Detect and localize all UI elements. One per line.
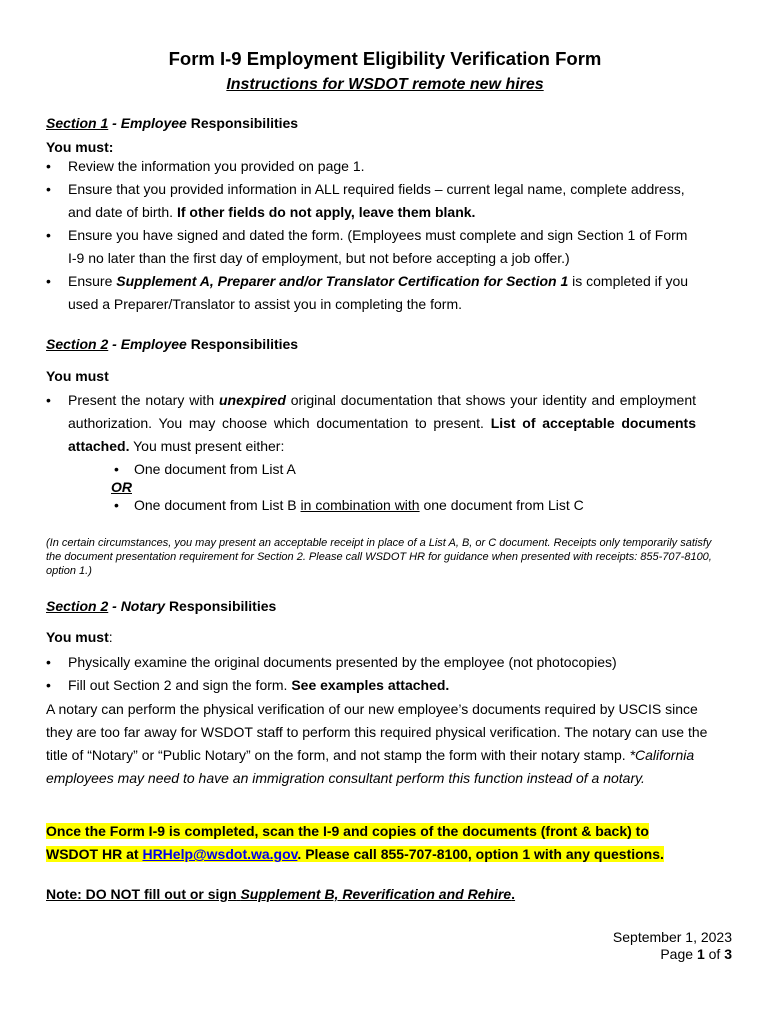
list-item (46, 651, 696, 674)
highlight-text: WSDOT HR at (46, 846, 139, 862)
notary-paragraph-text: A notary can perform the physical verification of our new employee’s documents required by USCIS since they are too far away for WSDOT staff to perform this required physical verification. The notary can use the title of “Notary” or “Public Notary” on the form, and not stamp the form with their notary stamp. (46, 701, 708, 763)
page-subtitle: Instructions for WSDOT remote new hires (226, 76, 544, 93)
list-item (46, 270, 696, 316)
list-item (46, 674, 696, 697)
highlight-text: . Please call 855-707-8100, option 1 with any questions. (297, 846, 664, 862)
final-note-text: Note: DO NOT fill out or sign (46, 886, 237, 902)
section1-you-must: You must: (46, 139, 114, 155)
list-item-text: Physically examine the original documents presented by the employee (not photocopies) (68, 654, 617, 670)
sub-bullet-icon: • (114, 497, 119, 513)
bullet-icon: • (46, 227, 51, 243)
section1-bullet-list (46, 155, 696, 316)
final-note (46, 886, 515, 902)
section1-heading (46, 115, 298, 131)
list-item-text: You must present either: (133, 438, 285, 454)
page-number (613, 946, 732, 963)
receipt-note: (In certain circumstances, you may present an acceptable receipt in place of a List A, B, or C document. Receipts only temporarily satisfy the document presentation requirement for Section 2. Please call WSDOT HR for guidance when presented with receipts: 855-707-8100, option 1.) (46, 537, 712, 577)
section2-notary-heading-role: - Notary (112, 598, 166, 614)
section2-heading-label: Section 2 (46, 336, 109, 352)
unexpired-text: unexpired (218, 392, 286, 408)
section2-employee-you-must: You must (46, 368, 109, 384)
or-label: OR (111, 479, 132, 495)
list-item-text: Review the information you provided on page 1. (68, 158, 365, 174)
list-item-text: Fill out Section 2 and sign the form. (68, 677, 288, 693)
section2-notary-you-must (46, 629, 113, 645)
highlight-line-2 (46, 846, 664, 862)
acceptable-documents-text: List of acceptable documents attached. (68, 415, 696, 454)
list-item-text: is completed if you used a Preparer/Translator to assist you in completing the form. (68, 273, 689, 312)
footer-date: September 1, 2023 (612, 929, 732, 945)
hr-email-link[interactable]: HRHelp@wsdot.wa.gov (142, 846, 298, 862)
section2-notary-heading-resp: Responsibilities (168, 598, 277, 614)
list-item (46, 178, 696, 224)
section2-notary-heading (46, 598, 276, 614)
list-item-text: Ensure that you provided information in ALL required fields – current legal name, complete address, and date of birth. (68, 181, 685, 220)
supplement-b-title: Supplement B, Reverification and Rehire (240, 886, 512, 902)
page-footer (613, 929, 732, 963)
sub-bullet-icon: • (114, 461, 119, 477)
option-text: one document from List C (423, 497, 584, 513)
bullet-icon: • (46, 273, 51, 289)
bullet-icon: • (46, 158, 51, 174)
list-item-text: Present the notary with (68, 392, 215, 408)
final-note-period: . (511, 886, 516, 902)
list-item (46, 155, 696, 178)
see-examples-text: See examples attached. (291, 677, 450, 693)
bullet-icon: • (46, 654, 51, 670)
section2-heading-resp: Responsibilities (190, 336, 299, 352)
list-item (46, 389, 696, 458)
list-item-bold-text: If other fields do not apply, leave them blank. (176, 204, 476, 220)
supplement-a-title: Supplement A, Preparer and/or Translator Certification for Section 1 (116, 273, 569, 289)
bullet-icon: • (46, 392, 51, 408)
bullet-icon: • (46, 677, 51, 693)
page-label: Page (660, 946, 694, 962)
page-current: 1 (696, 946, 705, 962)
page-total: 3 (724, 946, 732, 962)
list-item-text: original documentation that shows your identity and employment authorization. You may choose which documentation to present. (68, 392, 697, 431)
section1-heading-label: Section 1 (46, 115, 109, 131)
section2-notary-heading-label: Section 2 (46, 598, 109, 614)
section2-notary-bullet-list (46, 651, 696, 697)
sub-option-list-b-c (114, 497, 584, 513)
section2-employee-heading (46, 336, 298, 352)
california-note-text: *California employees may need to have an immigration consultant perform this function instead of a notary. (46, 747, 695, 786)
section2-employee-bullet-list (46, 389, 696, 458)
page-title: Form I-9 Employment Eligibility Verification Form (168, 48, 602, 69)
list-item-text: Ensure (68, 273, 113, 289)
bullet-icon: • (46, 181, 51, 197)
section1-heading-role: - Employee (112, 115, 187, 131)
you-must-text: You must (46, 629, 109, 645)
page-of: of (708, 946, 721, 962)
list-item-text: Ensure you have signed and dated the form. (Employees must complete and sign Section 1 of Form I-9 no later than the first day of employment, but not before accepting a job offer.) (68, 227, 688, 266)
combination-text: in combination with (300, 497, 420, 513)
sub-option-list-a (114, 461, 296, 477)
notary-paragraph (46, 698, 726, 790)
option-text: One document from List B (134, 497, 297, 513)
highlight-line-1: Once the Form I-9 is completed, scan the I-9 and copies of the documents (front & back) to (46, 823, 649, 839)
section1-heading-resp: Responsibilities (190, 115, 299, 131)
section2-heading-role: - Employee (112, 336, 187, 352)
colon-text: : (108, 629, 113, 645)
option-text: One document from List A (134, 461, 296, 477)
highlighted-instructions (46, 820, 746, 866)
list-item (46, 224, 696, 270)
